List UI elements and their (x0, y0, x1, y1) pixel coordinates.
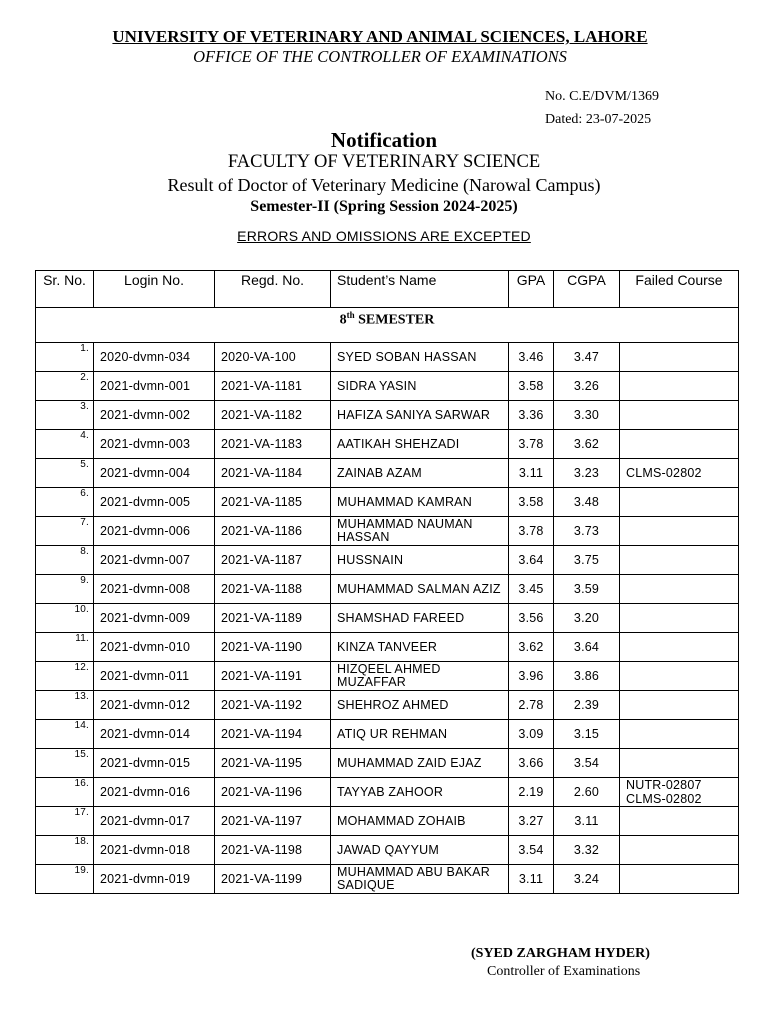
serial-number-label: 1. (80, 343, 89, 354)
column-header-gpa: GPA (509, 271, 554, 308)
registration-number: 2021-VA-1189 (215, 604, 331, 633)
login-number: 2021-dvmn-015 (94, 749, 215, 778)
login-number: 2021-dvmn-018 (94, 836, 215, 865)
student-name: MUHAMMAD KAMRAN (331, 488, 509, 517)
semester-section-row (36, 308, 739, 343)
serial-number-label: 15. (74, 749, 89, 760)
login-number: 2021-dvmn-004 (94, 459, 215, 488)
gpa-value: 3.09 (509, 720, 554, 749)
serial-number-label: 18. (74, 836, 89, 847)
cgpa-value: 2.39 (554, 691, 620, 720)
signer-designation: Controller of Examinations (487, 964, 641, 979)
failed-course (620, 807, 739, 836)
serial-number (36, 575, 94, 604)
registration-number: 2021-VA-1197 (215, 807, 331, 836)
table-row (36, 749, 739, 778)
registration-number: 2021-VA-1192 (215, 691, 331, 720)
login-number: 2021-dvmn-011 (94, 662, 215, 691)
registration-number: 2020-VA-100 (215, 343, 331, 372)
gpa-value: 3.46 (509, 343, 554, 372)
table-header-row (36, 271, 739, 308)
column-header-regd: Regd. No. (215, 271, 331, 308)
cgpa-value: 2.60 (554, 778, 620, 807)
results-table (35, 270, 739, 894)
login-number: 2021-dvmn-019 (94, 865, 215, 894)
failed-course (620, 691, 739, 720)
student-name: HUSSNAIN (331, 546, 509, 575)
serial-number (36, 865, 94, 894)
serial-number (36, 343, 94, 372)
gpa-value: 3.27 (509, 807, 554, 836)
serial-number-label: 9. (80, 575, 89, 586)
table-row (36, 720, 739, 749)
login-number: 2021-dvmn-017 (94, 807, 215, 836)
cgpa-value: 3.73 (554, 517, 620, 546)
gpa-value: 3.78 (509, 517, 554, 546)
table-row (36, 430, 739, 459)
student-name: MUHAMMAD ZAID EJAZ (331, 749, 509, 778)
failed-course (620, 604, 739, 633)
serial-number (36, 807, 94, 836)
cgpa-value: 3.59 (554, 575, 620, 604)
student-name: SHAMSHAD FAREED (331, 604, 509, 633)
table-row (36, 865, 739, 894)
student-name: MUHAMMAD SALMAN AZIZ (331, 575, 509, 604)
failed-course (620, 720, 739, 749)
table-row (36, 778, 739, 807)
serial-number (36, 488, 94, 517)
registration-number: 2021-VA-1188 (215, 575, 331, 604)
gpa-value: 3.58 (509, 488, 554, 517)
cgpa-value: 3.15 (554, 720, 620, 749)
cgpa-value: 3.30 (554, 401, 620, 430)
table-row (36, 401, 739, 430)
cgpa-value: 3.24 (554, 865, 620, 894)
student-name: ZAINAB AZAM (331, 459, 509, 488)
failed-course: CLMS-02802 (620, 459, 739, 488)
registration-number: 2021-VA-1183 (215, 430, 331, 459)
cgpa-value: 3.32 (554, 836, 620, 865)
failed-course (620, 517, 739, 546)
registration-number: 2021-VA-1182 (215, 401, 331, 430)
failed-course (620, 575, 739, 604)
serial-number (36, 430, 94, 459)
serial-number-label: 17. (74, 807, 89, 818)
login-number: 2021-dvmn-016 (94, 778, 215, 807)
registration-number: 2021-VA-1185 (215, 488, 331, 517)
registration-number: 2021-VA-1198 (215, 836, 331, 865)
student-name: MUHAMMAD ABU BAKAR SADIQUE (331, 865, 509, 894)
serial-number-label: 7. (80, 517, 89, 528)
column-header-name: Student’s Name (331, 271, 509, 308)
gpa-value: 3.96 (509, 662, 554, 691)
registration-number: 2021-VA-1199 (215, 865, 331, 894)
gpa-value: 3.66 (509, 749, 554, 778)
serial-number (36, 662, 94, 691)
cgpa-value: 3.20 (554, 604, 620, 633)
failed-course (620, 488, 739, 517)
serial-number-label: 2. (80, 372, 89, 383)
student-name: SIDRA YASIN (331, 372, 509, 401)
failed-course (620, 662, 739, 691)
registration-number: 2021-VA-1191 (215, 662, 331, 691)
serial-number-label: 3. (80, 401, 89, 412)
serial-number (36, 778, 94, 807)
registration-number: 2021-VA-1184 (215, 459, 331, 488)
errors-disclaimer: ERRORS AND OMISSIONS ARE EXCEPTED (237, 228, 531, 244)
serial-number-label: 8. (80, 546, 89, 557)
serial-number-label: 11. (75, 633, 89, 644)
failed-course (620, 836, 739, 865)
gpa-value: 3.45 (509, 575, 554, 604)
semester-section-label: 8th SEMESTER (36, 308, 739, 343)
gpa-value: 3.78 (509, 430, 554, 459)
serial-number (36, 720, 94, 749)
table-row (36, 343, 739, 372)
table-row (36, 575, 739, 604)
student-name: KINZA TANVEER (331, 633, 509, 662)
registration-number: 2021-VA-1181 (215, 372, 331, 401)
serial-number (36, 633, 94, 662)
serial-number (36, 459, 94, 488)
student-name: TAYYAB ZAHOOR (331, 778, 509, 807)
failed-course (620, 749, 739, 778)
table-row (36, 517, 739, 546)
serial-number (36, 836, 94, 865)
table-row (36, 691, 739, 720)
serial-number (36, 372, 94, 401)
gpa-value: 3.54 (509, 836, 554, 865)
university-title: UNIVERSITY OF VETERINARY AND ANIMAL SCIENCES, LAHORE (112, 27, 648, 46)
cgpa-value: 3.26 (554, 372, 620, 401)
cgpa-value: 3.86 (554, 662, 620, 691)
failed-course (620, 546, 739, 575)
table-row (36, 459, 739, 488)
serial-number-label: 4. (80, 430, 89, 441)
cgpa-value: 3.23 (554, 459, 620, 488)
student-name: HIZQEEL AHMED MUZAFFAR (331, 662, 509, 691)
notification-heading: Notification (330, 128, 438, 152)
table-row (36, 604, 739, 633)
student-name: MUHAMMAD NAUMAN HASSAN (331, 517, 509, 546)
column-header-login: Login No. (94, 271, 215, 308)
serial-number (36, 604, 94, 633)
table-row (36, 662, 739, 691)
gpa-value: 3.36 (509, 401, 554, 430)
signer-name: (SYED ZARGHAM HYDER) (471, 946, 650, 961)
student-name: SYED SOBAN HASSAN (331, 343, 509, 372)
registration-number: 2021-VA-1196 (215, 778, 331, 807)
login-number: 2021-dvmn-012 (94, 691, 215, 720)
failed-course (620, 430, 739, 459)
login-number: 2020-dvmn-034 (94, 343, 215, 372)
serial-number (36, 401, 94, 430)
serial-number-label: 10. (74, 604, 89, 615)
column-header-sr: Sr. No. (36, 271, 94, 308)
gpa-value: 3.11 (509, 865, 554, 894)
cgpa-value: 3.64 (554, 633, 620, 662)
student-name: SHEHROZ AHMED (331, 691, 509, 720)
cgpa-value: 3.47 (554, 343, 620, 372)
student-name: ATIQ UR REHMAN (331, 720, 509, 749)
login-number: 2021-dvmn-014 (94, 720, 215, 749)
gpa-value: 2.19 (509, 778, 554, 807)
date-line: Dated: 23-07-2025 (545, 112, 652, 127)
gpa-value: 3.11 (509, 459, 554, 488)
table-row (36, 807, 739, 836)
registration-number: 2021-VA-1190 (215, 633, 331, 662)
failed-course: NUTR-02807 CLMS-02802 (620, 778, 739, 807)
login-number: 2021-dvmn-007 (94, 546, 215, 575)
serial-number-label: 12. (74, 662, 89, 673)
registration-number: 2021-VA-1194 (215, 720, 331, 749)
cgpa-value: 3.75 (554, 546, 620, 575)
failed-course (620, 401, 739, 430)
gpa-value: 3.58 (509, 372, 554, 401)
cgpa-value: 3.62 (554, 430, 620, 459)
student-name: AATIKAH SHEHZADI (331, 430, 509, 459)
gpa-value: 3.64 (509, 546, 554, 575)
table-row (36, 372, 739, 401)
login-number: 2021-dvmn-010 (94, 633, 215, 662)
gpa-value: 3.56 (509, 604, 554, 633)
result-title: Result of Doctor of Veterinary Medicine (Narowal Campus) (167, 175, 601, 195)
failed-course (620, 633, 739, 662)
gpa-value: 2.78 (509, 691, 554, 720)
student-name: MOHAMMAD ZOHAIB (331, 807, 509, 836)
student-name: HAFIZA SANIYA SARWAR (331, 401, 509, 430)
cgpa-value: 3.54 (554, 749, 620, 778)
table-row (36, 488, 739, 517)
registration-number: 2021-VA-1187 (215, 546, 331, 575)
failed-course (620, 372, 739, 401)
semester-title: Semester-II (Spring Session 2024-2025) (250, 198, 518, 215)
registration-number: 2021-VA-1186 (215, 517, 331, 546)
login-number: 2021-dvmn-006 (94, 517, 215, 546)
failed-course (620, 865, 739, 894)
serial-number-label: 6. (80, 488, 89, 499)
cgpa-value: 3.11 (554, 807, 620, 836)
failed-course (620, 343, 739, 372)
serial-number-label: 19. (74, 865, 89, 876)
serial-number-label: 13. (74, 691, 89, 702)
login-number: 2021-dvmn-003 (94, 430, 215, 459)
serial-number (36, 691, 94, 720)
login-number: 2021-dvmn-002 (94, 401, 215, 430)
serial-number-label: 14. (74, 720, 89, 731)
login-number: 2021-dvmn-001 (94, 372, 215, 401)
cgpa-value: 3.48 (554, 488, 620, 517)
reference-number: No. C.E/DVM/1369 (545, 89, 659, 104)
student-name: JAWAD QAYYUM (331, 836, 509, 865)
office-title: OFFICE OF THE CONTROLLER OF EXAMINATIONS (193, 47, 567, 66)
faculty-title: FACULTY OF VETERINARY SCIENCE (227, 152, 541, 172)
table-row (36, 546, 739, 575)
registration-number: 2021-VA-1195 (215, 749, 331, 778)
serial-number-label: 16. (74, 778, 89, 789)
serial-number (36, 749, 94, 778)
serial-number (36, 546, 94, 575)
serial-number (36, 517, 94, 546)
column-header-failed: Failed Course (620, 271, 739, 308)
login-number: 2021-dvmn-005 (94, 488, 215, 517)
gpa-value: 3.62 (509, 633, 554, 662)
table-row (36, 836, 739, 865)
column-header-cgpa: CGPA (554, 271, 620, 308)
login-number: 2021-dvmn-009 (94, 604, 215, 633)
login-number: 2021-dvmn-008 (94, 575, 215, 604)
serial-number-label: 5. (80, 459, 89, 470)
table-row (36, 633, 739, 662)
